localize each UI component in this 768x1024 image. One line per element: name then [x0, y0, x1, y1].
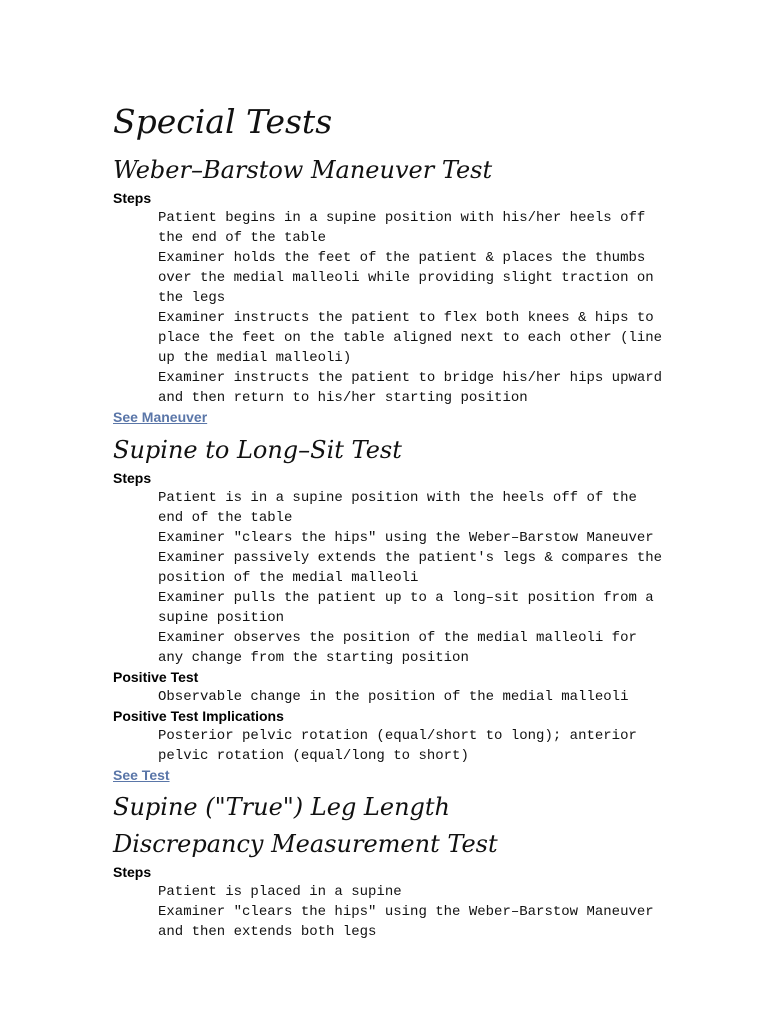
step-item: Examiner instructs the patient to bridge his/her hips upward and then return to his/her starting position: [158, 370, 663, 406]
step-item: Examiner "clears the hips" using the Weber–Barstow Maneuver and then extends both legs: [158, 904, 654, 940]
see-maneuver-link[interactable]: See Maneuver: [113, 409, 208, 425]
section-heading: Supine ("True") Leg Length Discrepancy Measurement Test: [113, 793, 498, 858]
section-heading: Supine to Long–Sit Test: [113, 436, 402, 464]
steps-label: Steps: [113, 470, 152, 486]
steps-label: Steps: [113, 190, 152, 206]
step-item: Examiner passively extends the patient's legs & compares the position of the medial malleoli: [158, 550, 663, 586]
section-supine-leg-length: [113, 789, 673, 942]
step-item: Examiner pulls the patient up to a long–sit position from a supine position: [158, 590, 654, 626]
section-supine-long-sit: [113, 432, 673, 785]
step-item: Examiner "clears the hips" using the Weber–Barstow Maneuver: [158, 530, 654, 546]
step-item: Examiner instructs the patient to flex both knees & hips to place the feet on the table aligned next to each other (line up the medial malleoli): [158, 310, 663, 366]
section-heading: Weber–Barstow Maneuver Test: [113, 156, 493, 184]
page-title: Special Tests: [113, 102, 333, 141]
step-item: Patient begins in a supine position with his/her heels off the end of the table: [158, 210, 646, 246]
section-weber-barstow: [113, 152, 673, 427]
positive-test-implications-label: Positive Test Implications: [113, 708, 284, 724]
see-test-link[interactable]: See Test: [113, 767, 170, 783]
positive-test-text: Observable change in the position of the medial malleoli: [158, 689, 629, 705]
positive-test-implications-text: Posterior pelvic rotation (equal/short to long); anterior pelvic rotation (equal/long to short): [158, 728, 637, 764]
step-item: Patient is placed in a supine: [158, 884, 402, 900]
step-item: Examiner holds the feet of the patient & places the thumbs over the medial malleoli while providing slight traction on the legs: [158, 250, 654, 306]
positive-test-label: Positive Test: [113, 669, 199, 685]
steps-label: Steps: [113, 864, 152, 880]
step-item: Examiner observes the position of the medial malleoli for any change from the starting position: [158, 630, 637, 666]
document-page: [113, 98, 673, 942]
step-item: Patient is in a supine position with the heels off of the end of the table: [158, 490, 637, 526]
